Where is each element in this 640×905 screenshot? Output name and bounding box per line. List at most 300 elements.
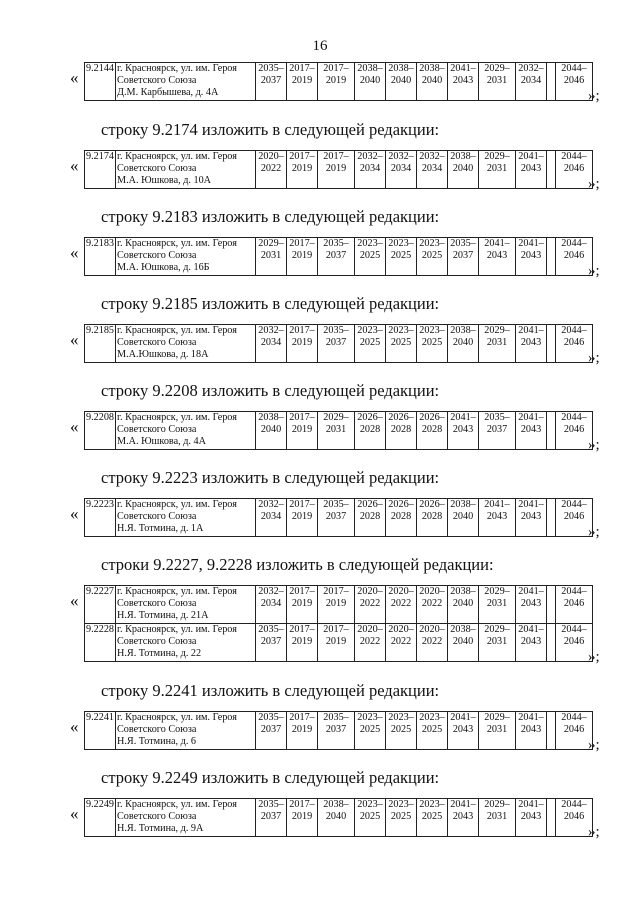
- year-start: 2020–: [388, 586, 414, 597]
- year-range-cell: [287, 799, 318, 837]
- year-start: 2038–: [450, 586, 476, 597]
- year-end: 2022: [260, 163, 282, 174]
- empty-cell: [547, 712, 556, 750]
- year-start: 2023–: [419, 325, 445, 336]
- year-start: 2023–: [388, 799, 414, 810]
- year-range-cell: [318, 586, 355, 624]
- year-end: 2019: [325, 163, 347, 174]
- year-end: 2046: [563, 163, 585, 174]
- address-line: Советского Союза: [117, 75, 197, 86]
- empty-cell: [547, 799, 556, 837]
- year-range-cell: [386, 151, 417, 189]
- year-range-cell: [417, 499, 448, 537]
- table-row: [85, 799, 593, 837]
- address-line: Н.Я. Тотмина, д. 1А: [117, 523, 204, 534]
- address-line: М.А. Юшкова, д. 16Б: [117, 262, 210, 273]
- address-line: Н.Я. Тотмина, д. 21А: [117, 610, 209, 621]
- year-end: 2043: [520, 811, 542, 822]
- year-start: 2026–: [419, 499, 445, 510]
- year-start: 2026–: [357, 499, 383, 510]
- closing-quote: »;: [588, 824, 600, 840]
- closing-quote: »;: [588, 263, 600, 279]
- year-range-cell: [448, 586, 479, 624]
- year-end: 2025: [390, 724, 412, 735]
- year-end: 2043: [452, 811, 474, 822]
- address-cell: [116, 63, 256, 101]
- year-range-cell: [287, 586, 318, 624]
- empty-cell: [547, 624, 556, 662]
- address-line: г. Красноярск, ул. им. Героя: [117, 799, 237, 810]
- year-end: 2040: [452, 511, 474, 522]
- year-range-cell: [556, 63, 593, 101]
- year-end: 2037: [260, 636, 282, 647]
- closing-quote: »;: [588, 350, 600, 366]
- address-line: г. Красноярск, ул. им. Героя: [117, 151, 237, 162]
- year-start: 2029–: [484, 624, 510, 635]
- closing-quote: »;: [588, 176, 600, 192]
- year-range-cell: [386, 412, 417, 450]
- year-end: 2046: [563, 424, 585, 435]
- year-range-cell: [318, 624, 355, 662]
- year-range-cell: [448, 799, 479, 837]
- year-start: 2041–: [518, 238, 544, 249]
- year-range-cell: [448, 63, 479, 101]
- year-start: 2029–: [484, 325, 510, 336]
- address-line: г. Красноярск, ул. им. Героя: [117, 238, 237, 249]
- page-number: 16: [312, 38, 328, 54]
- year-range-cell: [287, 499, 318, 537]
- row-number: 9.2183: [85, 238, 116, 276]
- year-start: 2041–: [518, 151, 544, 162]
- year-end: 2025: [390, 250, 412, 261]
- year-range-cell: [386, 799, 417, 837]
- year-range-cell: [417, 586, 448, 624]
- address-line: Советского Союза: [117, 337, 197, 348]
- year-end: 2022: [359, 636, 381, 647]
- year-range-cell: [355, 586, 386, 624]
- year-end: 2043: [520, 337, 542, 348]
- address-line: Н.Я. Тотмина, д. 22: [117, 648, 202, 659]
- year-end: 2019: [291, 250, 313, 261]
- year-range-cell: [287, 151, 318, 189]
- year-start: 2023–: [357, 238, 383, 249]
- year-range-cell: [417, 238, 448, 276]
- year-end: 2019: [325, 598, 347, 609]
- year-range-cell: [448, 325, 479, 363]
- year-start: 2044–: [561, 412, 587, 423]
- year-range-cell: [256, 799, 287, 837]
- year-range-cell: [256, 624, 287, 662]
- year-start: 2041–: [450, 412, 476, 423]
- year-start: 2023–: [357, 325, 383, 336]
- year-start: 2029–: [484, 712, 510, 723]
- year-range-cell: [287, 712, 318, 750]
- year-start: 2041–: [518, 412, 544, 423]
- year-range-cell: [386, 63, 417, 101]
- table-row: [85, 412, 593, 450]
- year-end: 2028: [421, 424, 443, 435]
- year-range-cell: [355, 63, 386, 101]
- year-range-cell: [516, 63, 547, 101]
- year-range-cell: [556, 325, 593, 363]
- year-end: 2046: [563, 337, 585, 348]
- year-end: 2019: [291, 424, 313, 435]
- year-range-cell: [256, 63, 287, 101]
- year-end: 2025: [421, 337, 443, 348]
- address-line: г. Красноярск, ул. им. Героя: [117, 712, 237, 723]
- year-end: 2031: [325, 424, 347, 435]
- row-number: 9.2249: [85, 799, 116, 837]
- table-row: [85, 325, 593, 363]
- year-start: 2020–: [419, 624, 445, 635]
- year-range-cell: [386, 624, 417, 662]
- year-start: 2023–: [388, 712, 414, 723]
- year-start: 2032–: [388, 151, 414, 162]
- amendment-instruction: строки 9.2227, 9.2228 изложить в следующей редакции:: [101, 555, 494, 574]
- schedule-table: [84, 711, 593, 750]
- opening-quote: «: [70, 330, 79, 349]
- year-range-cell: [287, 624, 318, 662]
- closing-quote: »;: [588, 88, 600, 104]
- year-start: 2026–: [388, 499, 414, 510]
- year-end: 2043: [452, 724, 474, 735]
- year-range-cell: [256, 586, 287, 624]
- schedule-table: [84, 411, 593, 450]
- year-end: 2043: [520, 250, 542, 261]
- amendment-instruction: строку 9.2241 изложить в следующей редакции:: [101, 681, 440, 700]
- year-start: 2017–: [289, 624, 315, 635]
- year-end: 2028: [390, 511, 412, 522]
- year-range-cell: [355, 799, 386, 837]
- year-range-cell: [479, 151, 516, 189]
- year-start: 2017–: [289, 63, 315, 74]
- year-start: 2044–: [561, 238, 587, 249]
- year-start: 2035–: [258, 712, 284, 723]
- year-end: 2043: [520, 424, 542, 435]
- address-line: г. Красноярск, ул. им. Героя: [117, 63, 237, 74]
- year-start: 2038–: [357, 63, 383, 74]
- year-end: 2019: [291, 337, 313, 348]
- address-line: М.А. Юшкова, д. 10А: [117, 175, 212, 186]
- year-start: 2020–: [258, 151, 284, 162]
- amendment-instruction: строку 9.2208 изложить в следующей редакции:: [101, 381, 440, 400]
- year-end: 2037: [452, 250, 474, 261]
- year-range-cell: [386, 586, 417, 624]
- year-end: 2031: [486, 636, 508, 647]
- year-end: 2046: [563, 636, 585, 647]
- year-start: 2038–: [258, 412, 284, 423]
- year-start: 2044–: [561, 151, 587, 162]
- schedule-table: [84, 798, 593, 837]
- year-start: 2017–: [323, 63, 349, 74]
- year-start: 2017–: [289, 238, 315, 249]
- year-end: 2022: [421, 636, 443, 647]
- year-end: 2025: [359, 250, 381, 261]
- year-end: 2046: [563, 724, 585, 735]
- year-start: 2026–: [388, 412, 414, 423]
- year-range-cell: [479, 799, 516, 837]
- year-start: 2035–: [323, 499, 349, 510]
- year-range-cell: [318, 325, 355, 363]
- year-start: 2020–: [357, 624, 383, 635]
- year-end: 2034: [390, 163, 412, 174]
- address-line: Д.М. Карбышева, д. 4А: [117, 87, 219, 98]
- year-end: 2046: [563, 811, 585, 822]
- year-range-cell: [417, 151, 448, 189]
- year-end: 2019: [325, 636, 347, 647]
- year-start: 2023–: [357, 712, 383, 723]
- year-end: 2025: [359, 337, 381, 348]
- year-range-cell: [448, 151, 479, 189]
- year-start: 2029–: [484, 586, 510, 597]
- year-start: 2032–: [419, 151, 445, 162]
- year-range-cell: [287, 238, 318, 276]
- year-start: 2035–: [258, 63, 284, 74]
- year-range-cell: [417, 325, 448, 363]
- year-start: 2035–: [323, 325, 349, 336]
- year-range-cell: [556, 499, 593, 537]
- year-range-cell: [479, 412, 516, 450]
- address-line: Советского Союза: [117, 811, 197, 822]
- year-range-cell: [516, 499, 547, 537]
- address-line: Советского Союза: [117, 250, 197, 261]
- year-end: 2025: [421, 250, 443, 261]
- year-start: 2044–: [561, 586, 587, 597]
- year-start: 2023–: [419, 238, 445, 249]
- empty-cell: [547, 586, 556, 624]
- year-range-cell: [516, 238, 547, 276]
- year-range-cell: [417, 63, 448, 101]
- year-start: 2038–: [450, 151, 476, 162]
- year-range-cell: [556, 624, 593, 662]
- year-end: 2031: [486, 163, 508, 174]
- year-start: 2017–: [323, 586, 349, 597]
- year-end: 2031: [486, 337, 508, 348]
- row-number: 9.2227: [85, 586, 116, 624]
- closing-quote: »;: [588, 737, 600, 753]
- year-end: 2043: [520, 511, 542, 522]
- year-start: 2041–: [450, 63, 476, 74]
- year-end: 2022: [390, 598, 412, 609]
- year-range-cell: [516, 412, 547, 450]
- year-end: 2040: [452, 337, 474, 348]
- year-start: 2032–: [258, 325, 284, 336]
- year-end: 2040: [325, 811, 347, 822]
- row-number: 9.2208: [85, 412, 116, 450]
- table-row: [85, 499, 593, 537]
- schedule-table: [84, 62, 593, 101]
- year-range-cell: [386, 712, 417, 750]
- row-number: 9.2185: [85, 325, 116, 363]
- address-line: г. Красноярск, ул. им. Героя: [117, 412, 237, 423]
- year-start: 2017–: [289, 325, 315, 336]
- year-range-cell: [417, 799, 448, 837]
- year-end: 2046: [563, 598, 585, 609]
- amendment-instruction: строку 9.2174 изложить в следующей редакции:: [101, 120, 440, 139]
- address-cell: [116, 238, 256, 276]
- year-range-cell: [386, 325, 417, 363]
- opening-quote: «: [70, 417, 79, 436]
- year-end: 2034: [260, 598, 282, 609]
- year-start: 2017–: [323, 151, 349, 162]
- year-start: 2026–: [357, 412, 383, 423]
- address-line: Советского Союза: [117, 724, 197, 735]
- year-range-cell: [448, 412, 479, 450]
- address-line: Советского Союза: [117, 598, 197, 609]
- address-cell: [116, 799, 256, 837]
- year-range-cell: [355, 238, 386, 276]
- year-end: 2037: [260, 724, 282, 735]
- year-start: 2044–: [561, 499, 587, 510]
- schedule-table: [84, 585, 593, 662]
- amendment-instruction: строку 9.2183 изложить в следующей редакции:: [101, 207, 440, 226]
- closing-quote: »;: [588, 649, 600, 665]
- year-start: 2017–: [289, 712, 315, 723]
- address-line: г. Красноярск, ул. им. Героя: [117, 499, 237, 510]
- table-row: [85, 238, 593, 276]
- year-range-cell: [256, 238, 287, 276]
- address-line: Советского Союза: [117, 511, 197, 522]
- table-row: [85, 151, 593, 189]
- row-number: 9.2144: [85, 63, 116, 101]
- year-end: 2046: [563, 75, 585, 86]
- year-range-cell: [318, 499, 355, 537]
- year-end: 2043: [520, 724, 542, 735]
- year-start: 2038–: [450, 499, 476, 510]
- year-range-cell: [448, 712, 479, 750]
- year-end: 2019: [291, 75, 313, 86]
- year-end: 2037: [325, 724, 347, 735]
- address-cell: [116, 499, 256, 537]
- year-range-cell: [479, 63, 516, 101]
- year-end: 2040: [452, 598, 474, 609]
- year-end: 2040: [452, 636, 474, 647]
- empty-cell: [547, 151, 556, 189]
- address-cell: [116, 325, 256, 363]
- amendment-instruction: строку 9.2249 изложить в следующей редакции:: [101, 768, 440, 787]
- year-end: 2022: [421, 598, 443, 609]
- year-range-cell: [287, 412, 318, 450]
- year-start: 2038–: [419, 63, 445, 74]
- year-end: 2019: [291, 636, 313, 647]
- year-start: 2038–: [450, 624, 476, 635]
- year-start: 2044–: [561, 712, 587, 723]
- year-start: 2035–: [450, 238, 476, 249]
- year-start: 2032–: [357, 151, 383, 162]
- amendment-instruction: строку 9.2185 изложить в следующей редакции:: [101, 294, 440, 313]
- year-end: 2019: [291, 724, 313, 735]
- address-line: М.А. Юшкова, д. 4А: [117, 436, 206, 447]
- year-range-cell: [318, 63, 355, 101]
- address-cell: [116, 712, 256, 750]
- year-start: 2041–: [518, 586, 544, 597]
- year-range-cell: [479, 238, 516, 276]
- year-start: 2029–: [484, 63, 510, 74]
- year-range-cell: [479, 325, 516, 363]
- year-end: 2043: [486, 511, 508, 522]
- year-range-cell: [516, 624, 547, 662]
- closing-quote: »;: [588, 524, 600, 540]
- year-range-cell: [479, 586, 516, 624]
- year-range-cell: [318, 151, 355, 189]
- year-end: 2037: [486, 424, 508, 435]
- year-start: 2041–: [484, 238, 510, 249]
- year-range-cell: [516, 325, 547, 363]
- year-end: 2019: [291, 598, 313, 609]
- year-start: 2032–: [258, 499, 284, 510]
- year-start: 2035–: [484, 412, 510, 423]
- schedule-table: [84, 498, 593, 537]
- year-start: 2029–: [323, 412, 349, 423]
- address-line: Советского Союза: [117, 424, 197, 435]
- year-end: 2028: [359, 424, 381, 435]
- year-end: 2028: [390, 424, 412, 435]
- year-range-cell: [448, 499, 479, 537]
- year-start: 2041–: [518, 325, 544, 336]
- year-end: 2043: [486, 250, 508, 261]
- row-number: 9.2223: [85, 499, 116, 537]
- year-start: 2026–: [419, 412, 445, 423]
- year-range-cell: [355, 499, 386, 537]
- year-range-cell: [287, 325, 318, 363]
- amendment-instruction: строку 9.2223 изложить в следующей редакции:: [101, 468, 440, 487]
- year-range-cell: [256, 712, 287, 750]
- year-start: 2035–: [258, 799, 284, 810]
- year-end: 2043: [520, 598, 542, 609]
- year-end: 2031: [486, 598, 508, 609]
- year-end: 2022: [390, 636, 412, 647]
- year-range-cell: [479, 712, 516, 750]
- year-start: 2035–: [323, 712, 349, 723]
- address-cell: [116, 586, 256, 624]
- year-end: 2025: [390, 337, 412, 348]
- year-range-cell: [417, 712, 448, 750]
- year-start: 2041–: [518, 499, 544, 510]
- year-range-cell: [516, 586, 547, 624]
- year-end: 2031: [486, 75, 508, 86]
- year-range-cell: [318, 412, 355, 450]
- year-end: 2040: [421, 75, 443, 86]
- empty-cell: [547, 412, 556, 450]
- year-start: 2017–: [323, 624, 349, 635]
- address-line: г. Красноярск, ул. им. Героя: [117, 325, 237, 336]
- year-range-cell: [386, 238, 417, 276]
- year-start: 2035–: [258, 624, 284, 635]
- address-line: г. Красноярск, ул. им. Героя: [117, 624, 237, 635]
- opening-quote: «: [70, 804, 79, 823]
- year-range-cell: [448, 624, 479, 662]
- year-start: 2023–: [357, 799, 383, 810]
- empty-cell: [547, 238, 556, 276]
- opening-quote: «: [70, 68, 79, 87]
- year-end: 2043: [520, 163, 542, 174]
- opening-quote: «: [70, 243, 79, 262]
- year-start: 2020–: [357, 586, 383, 597]
- opening-quote: «: [70, 591, 79, 610]
- row-number: 9.2174: [85, 151, 116, 189]
- year-start: 2041–: [450, 712, 476, 723]
- year-range-cell: [448, 238, 479, 276]
- year-end: 2034: [260, 511, 282, 522]
- year-start: 2044–: [561, 63, 587, 74]
- year-start: 2038–: [323, 799, 349, 810]
- year-range-cell: [256, 151, 287, 189]
- year-end: 2043: [452, 424, 474, 435]
- year-range-cell: [256, 499, 287, 537]
- opening-quote: «: [70, 156, 79, 175]
- year-end: 2037: [260, 75, 282, 86]
- year-start: 2041–: [484, 499, 510, 510]
